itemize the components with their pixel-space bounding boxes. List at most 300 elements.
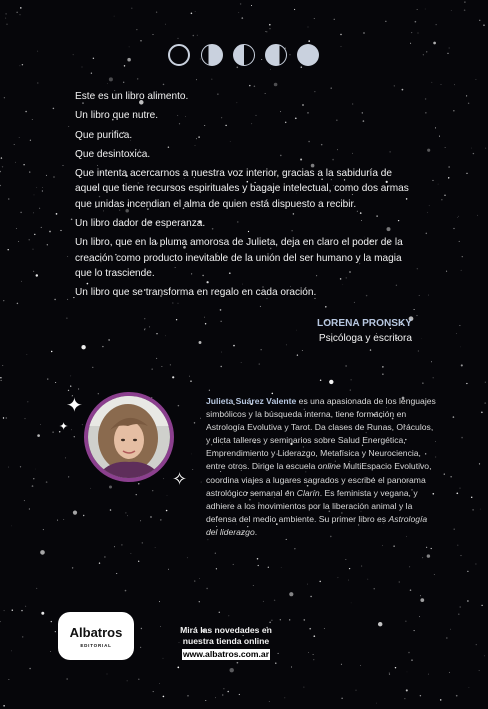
star <box>159 683 160 684</box>
star <box>7 249 8 250</box>
star <box>258 565 259 566</box>
star <box>53 108 55 110</box>
star <box>223 688 224 689</box>
author-bio <box>206 395 436 539</box>
bio-newspaper-name: Clarín <box>296 487 320 498</box>
star <box>346 559 347 560</box>
star <box>140 40 142 42</box>
star <box>159 601 160 602</box>
waning-gibbous-moon-icon <box>265 44 287 66</box>
star <box>417 9 418 10</box>
star <box>221 352 222 353</box>
star <box>294 548 295 549</box>
star <box>83 515 84 516</box>
star <box>81 345 85 349</box>
star <box>266 31 267 32</box>
endorsement-quote <box>75 89 415 305</box>
star <box>5 18 6 19</box>
star <box>483 25 484 26</box>
star <box>36 274 38 276</box>
bio-text: . Es feminista y vegana, y adhiere a los movimientos por la liberación animal y la defensa del medio ambiente. Su primer libro es <box>206 487 418 524</box>
star <box>90 488 91 489</box>
star <box>454 84 455 85</box>
star <box>319 581 321 583</box>
star <box>20 212 22 214</box>
star <box>193 35 195 37</box>
star <box>11 651 12 652</box>
star <box>417 32 418 33</box>
star <box>484 656 485 657</box>
star <box>427 149 430 152</box>
quote-line: Un libro que se transforma en regalo en cada oración. <box>75 287 317 299</box>
star <box>3 417 4 418</box>
star <box>485 148 486 149</box>
star <box>448 177 449 178</box>
star <box>269 24 271 26</box>
star <box>66 318 67 319</box>
star <box>20 14 21 15</box>
star <box>360 665 361 666</box>
moon-phases <box>168 44 320 68</box>
star <box>461 347 462 348</box>
star <box>222 694 223 695</box>
star <box>160 626 161 627</box>
star <box>17 12 18 13</box>
star <box>6 417 7 418</box>
star <box>447 53 448 54</box>
star <box>8 467 9 468</box>
star <box>54 299 55 300</box>
star <box>37 187 38 188</box>
star <box>471 497 472 498</box>
star <box>16 228 17 229</box>
star <box>475 563 476 564</box>
quote-line: Un libro, que en la pluma amorosa de Julieta, deja en claro el poder de la creación como producto inevitable de la unión del ser humano y la magia que lo trasciende. <box>75 237 403 279</box>
star <box>0 377 1 378</box>
star <box>35 469 36 470</box>
star <box>341 664 342 665</box>
star <box>17 303 19 305</box>
star <box>270 69 271 70</box>
star <box>215 553 216 554</box>
star <box>457 217 458 218</box>
star <box>51 621 52 622</box>
star <box>34 195 35 196</box>
star <box>25 418 26 419</box>
star <box>440 699 442 701</box>
star <box>457 545 458 546</box>
star <box>425 9 426 10</box>
star <box>215 697 216 698</box>
star <box>156 333 157 334</box>
star <box>52 431 54 433</box>
star <box>141 628 142 629</box>
star <box>163 84 165 86</box>
star <box>60 230 61 231</box>
star <box>466 383 467 384</box>
star <box>464 1 465 2</box>
star <box>422 557 423 558</box>
star <box>156 358 157 359</box>
star <box>269 622 270 623</box>
star <box>2 365 3 366</box>
star <box>270 28 271 29</box>
star <box>21 610 22 611</box>
publisher-logo-sub: EDITORIAL <box>80 643 112 648</box>
star <box>22 636 23 637</box>
star <box>207 539 208 540</box>
star <box>33 249 34 250</box>
star <box>36 588 37 589</box>
star <box>416 315 417 316</box>
bio-text: MultiEspacio Evolutivo, coordina viajes a lugares sagrados y escribe el panorama astrológico semanal en <box>206 461 432 498</box>
star <box>453 110 454 111</box>
bio-text: es una apasionada de los lenguajes simbólicos y la búsqueda interna, tiene formación en Astrología Evolutiva y Tarot. Da clases de Runas, Oráculos, y dicta talleres y seminarios sobre Salud Energética, Emprendimiento y Liderazgo, Metafísica y Neurociencia, entre otros. Dirige la escuela <box>206 396 436 472</box>
star <box>1 380 2 381</box>
star <box>431 548 432 549</box>
star <box>420 598 424 602</box>
star <box>4 97 5 98</box>
star <box>40 550 45 555</box>
star <box>68 126 69 127</box>
star <box>423 54 424 55</box>
star <box>259 364 260 365</box>
star <box>5 13 6 14</box>
star <box>275 663 276 664</box>
quote-line: Este es un libro alimento. <box>75 91 189 102</box>
star <box>142 542 143 543</box>
star <box>187 695 189 697</box>
star <box>450 629 451 630</box>
star <box>291 666 292 667</box>
star <box>444 195 445 196</box>
star <box>280 619 281 620</box>
sparkle-icon: ✧ <box>172 469 188 489</box>
star <box>458 614 459 615</box>
star <box>227 691 229 693</box>
star <box>70 376 71 377</box>
star <box>46 175 47 176</box>
star <box>345 365 346 366</box>
star <box>241 362 242 363</box>
star <box>114 546 115 547</box>
star <box>433 377 434 378</box>
star <box>415 21 417 23</box>
star <box>341 46 342 47</box>
star <box>420 695 421 696</box>
star <box>140 647 141 648</box>
star <box>320 380 322 382</box>
star <box>451 10 452 11</box>
star <box>432 180 433 181</box>
star <box>433 42 436 45</box>
star <box>241 17 243 19</box>
star <box>454 529 455 530</box>
star <box>29 509 30 510</box>
star <box>426 51 427 52</box>
star <box>308 27 309 28</box>
star <box>466 95 467 96</box>
star <box>441 199 442 200</box>
star <box>138 679 140 681</box>
star <box>62 165 63 166</box>
star <box>446 271 447 272</box>
star <box>408 652 410 654</box>
star <box>367 579 368 580</box>
star <box>68 390 69 391</box>
star <box>466 173 467 174</box>
star <box>427 554 430 557</box>
star <box>197 35 198 36</box>
star <box>464 9 466 11</box>
star <box>467 571 468 572</box>
star <box>303 687 304 688</box>
star <box>260 306 261 307</box>
star <box>458 216 459 217</box>
star <box>404 698 405 699</box>
star <box>68 476 69 477</box>
star <box>426 233 427 234</box>
star <box>314 18 315 19</box>
first-quarter-moon-icon <box>233 44 255 66</box>
star <box>3 300 4 301</box>
star <box>382 545 383 546</box>
star <box>351 379 352 380</box>
star <box>221 366 222 367</box>
star <box>195 11 196 12</box>
star <box>65 457 66 458</box>
star <box>166 510 168 512</box>
quote-author: LORENA PRONSKY <box>317 318 412 329</box>
star <box>461 437 463 439</box>
star <box>340 34 341 35</box>
star <box>131 553 132 554</box>
star <box>34 234 35 235</box>
star <box>329 380 333 384</box>
star <box>57 520 58 521</box>
star <box>399 581 400 582</box>
bio-text: . <box>254 526 258 537</box>
star <box>121 544 122 545</box>
star <box>144 329 145 330</box>
star <box>201 482 202 483</box>
star <box>481 605 482 606</box>
star <box>472 509 473 510</box>
star <box>393 545 394 546</box>
star <box>479 20 480 21</box>
star <box>325 306 327 308</box>
star <box>192 469 193 470</box>
star <box>20 7 22 8</box>
star <box>456 333 457 334</box>
star <box>361 566 362 567</box>
star <box>374 588 375 589</box>
star <box>459 241 460 242</box>
star <box>190 380 192 382</box>
star <box>32 119 33 120</box>
star <box>479 670 480 671</box>
star <box>268 567 269 568</box>
star <box>475 79 476 80</box>
star <box>14 144 15 145</box>
star <box>47 379 48 380</box>
star <box>178 405 180 407</box>
store-url-link[interactable]: www.albatros.com.ar <box>182 648 270 659</box>
star <box>127 681 128 682</box>
star <box>251 5 252 6</box>
star <box>176 319 177 320</box>
star <box>19 65 20 66</box>
star <box>27 354 28 355</box>
star <box>53 176 54 177</box>
star <box>266 31 267 32</box>
author-name: Julieta Suárez Valente <box>206 396 297 406</box>
star <box>55 631 56 632</box>
star <box>477 215 478 216</box>
star <box>46 481 48 483</box>
star <box>337 577 338 578</box>
star <box>209 390 210 391</box>
star <box>12 609 13 610</box>
star <box>29 171 30 172</box>
star <box>129 47 130 48</box>
star <box>67 678 68 679</box>
star <box>254 86 256 88</box>
star <box>409 566 410 567</box>
star <box>155 547 156 548</box>
star <box>439 136 440 137</box>
star <box>56 213 58 215</box>
star <box>460 555 461 556</box>
star <box>441 84 442 85</box>
star <box>67 256 68 257</box>
star <box>91 73 92 74</box>
star <box>114 16 115 17</box>
star <box>104 556 105 557</box>
star <box>145 328 146 329</box>
star <box>42 190 43 191</box>
star <box>1 157 2 158</box>
sparkle-icon: ✦ <box>66 395 83 417</box>
star <box>196 79 197 80</box>
star <box>476 644 477 645</box>
star <box>15 162 16 163</box>
star <box>233 564 234 565</box>
star <box>456 695 458 697</box>
star <box>199 341 202 344</box>
quote-signature <box>250 316 412 346</box>
star <box>0 621 1 622</box>
star <box>8 198 9 199</box>
star <box>407 672 408 673</box>
star <box>341 698 342 699</box>
star <box>481 412 483 414</box>
star <box>172 376 174 378</box>
star <box>71 429 72 430</box>
star <box>418 350 419 351</box>
waxing-gibbous-moon-icon <box>201 44 223 66</box>
star <box>473 153 474 154</box>
star <box>237 662 239 664</box>
star <box>431 82 432 83</box>
star <box>446 637 447 638</box>
star <box>216 568 217 569</box>
star <box>307 584 308 585</box>
star <box>127 58 131 62</box>
star <box>8 679 9 680</box>
star <box>25 111 27 113</box>
star <box>191 13 193 15</box>
star <box>302 350 303 351</box>
quote-author-role: Psicóloga y escritora <box>318 333 412 344</box>
star <box>49 231 51 233</box>
star <box>28 402 29 403</box>
star <box>22 64 23 65</box>
star <box>313 635 315 637</box>
star <box>419 616 420 617</box>
star <box>205 700 206 701</box>
star <box>294 9 295 10</box>
star <box>427 212 428 213</box>
star <box>313 654 314 655</box>
star <box>468 103 469 104</box>
star <box>125 512 126 513</box>
bio-online-word: online <box>317 461 341 472</box>
star <box>127 516 128 517</box>
star <box>187 557 188 558</box>
star <box>297 354 298 355</box>
star <box>313 659 314 660</box>
star <box>480 509 481 510</box>
star <box>212 79 213 80</box>
star <box>410 43 411 44</box>
star <box>21 281 22 282</box>
star <box>78 388 79 389</box>
star <box>19 137 20 138</box>
star <box>194 422 195 423</box>
star <box>444 473 445 474</box>
star <box>428 295 429 296</box>
star <box>420 595 421 596</box>
star <box>204 317 205 318</box>
star <box>108 339 109 340</box>
star <box>92 367 93 368</box>
promo-line: nuestra tienda online <box>182 636 270 647</box>
star <box>110 509 112 511</box>
star <box>425 112 426 113</box>
promo-line: Mirá las novedades en <box>180 625 272 635</box>
star <box>434 574 435 575</box>
star <box>165 24 166 25</box>
star <box>24 500 25 501</box>
star <box>460 488 461 489</box>
star <box>467 600 469 602</box>
star <box>308 40 310 42</box>
star <box>7 24 8 25</box>
star <box>451 476 452 477</box>
star <box>191 454 192 455</box>
star <box>3 705 5 707</box>
star <box>37 51 38 52</box>
star <box>200 418 201 419</box>
star <box>125 590 127 592</box>
star <box>289 619 290 620</box>
star <box>163 658 164 659</box>
bio-book-title: Astrología del liderazgo <box>206 513 428 537</box>
star <box>0 171 1 173</box>
star <box>33 478 34 479</box>
star <box>370 349 371 350</box>
